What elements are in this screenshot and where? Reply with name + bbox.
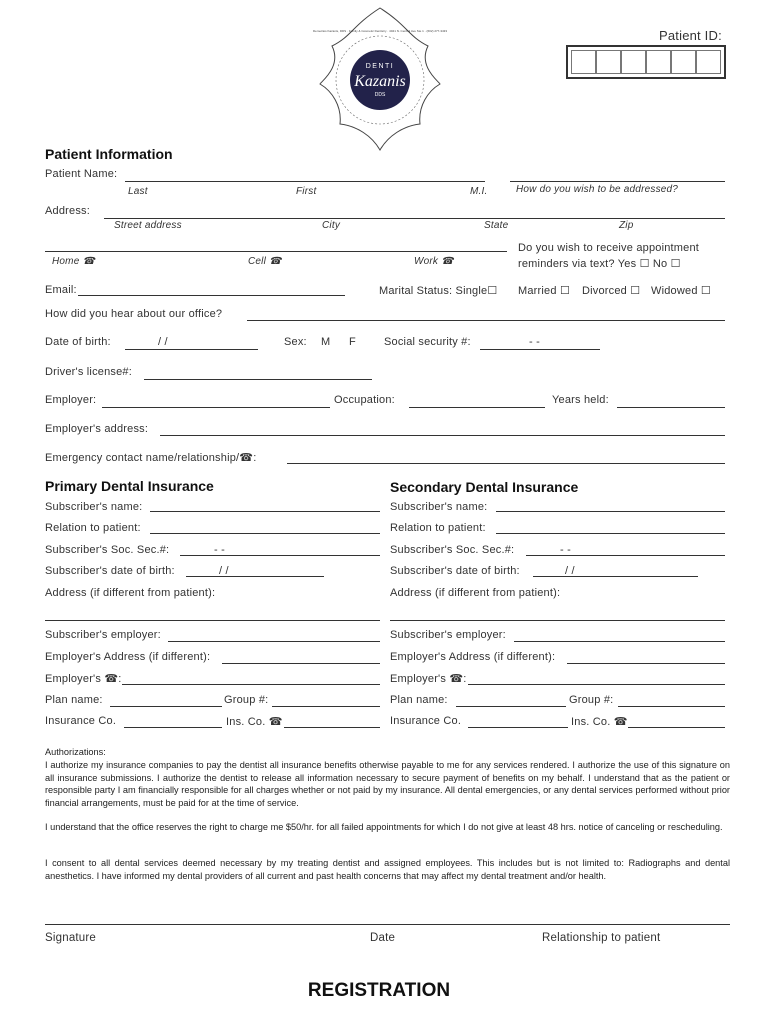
secondary-insurance-title: Secondary Dental Insurance: [390, 479, 579, 495]
secondary-insurance-co-label: Insurance Co.: [390, 715, 462, 727]
last-name-caption: Last: [128, 186, 148, 197]
primary-dob-field[interactable]: [186, 576, 324, 577]
primary-ssn-label: Subscriber's Soc. Sec.#:: [45, 544, 170, 556]
occupation-field[interactable]: [409, 407, 545, 408]
state-caption: State: [484, 220, 509, 231]
ssn-separators: - -: [529, 336, 540, 348]
authorizations-heading: Authorizations:: [45, 747, 106, 757]
primary-insurance-co-field[interactable]: [124, 727, 222, 728]
primary-dob-label: Subscriber's date of birth:: [45, 565, 175, 577]
dob-field[interactable]: [125, 349, 258, 350]
employer-label: Employer:: [45, 394, 97, 406]
marital-divorced[interactable]: Divorced ☐: [582, 285, 641, 297]
addressed-caption: How do you wish to be addressed?: [516, 184, 679, 195]
marital-married[interactable]: Married ☐: [518, 285, 571, 297]
logo-name: Kazanis: [354, 73, 406, 90]
sex-m-option[interactable]: M: [321, 336, 331, 348]
license-field[interactable]: [144, 379, 372, 380]
sex-label: Sex:: [284, 336, 307, 348]
secondary-employer-label: Subscriber's employer:: [390, 629, 506, 641]
secondary-employer-phone-field[interactable]: [468, 684, 725, 685]
secondary-subscriber-name-label: Subscriber's name:: [390, 501, 488, 513]
secondary-relation-field[interactable]: [496, 533, 725, 534]
ssn-label: Social security #:: [384, 336, 471, 348]
emergency-label: Emergency contact name/relationship/☎:: [45, 452, 257, 464]
hear-label: How did you hear about our office?: [45, 308, 223, 320]
secondary-ins-phone-label: Ins. Co. ☎: [571, 716, 628, 728]
occupation-label: Occupation:: [334, 394, 395, 406]
secondary-ssn-field[interactable]: [526, 555, 725, 556]
patient-name-field[interactable]: [125, 181, 485, 182]
secondary-dob-separators: / /: [565, 565, 575, 577]
years-field[interactable]: [617, 407, 725, 408]
employer-field[interactable]: [102, 407, 330, 408]
email-field[interactable]: [78, 295, 345, 296]
secondary-employer-field[interactable]: [514, 641, 725, 642]
primary-plan-label: Plan name:: [45, 694, 103, 706]
secondary-employer-address-field[interactable]: [567, 663, 725, 664]
zip-caption: Zip: [619, 220, 634, 231]
secondary-group-label: Group #:: [569, 694, 614, 706]
primary-employer-field[interactable]: [168, 641, 380, 642]
patient-name-label: Patient Name:: [45, 168, 118, 180]
marital-single[interactable]: Marital Status: Single☐: [379, 285, 498, 297]
secondary-group-field[interactable]: [618, 706, 725, 707]
primary-relation-label: Relation to patient:: [45, 522, 141, 534]
signature-caption: Signature: [45, 932, 97, 944]
signature-field[interactable]: [45, 924, 730, 925]
primary-relation-field[interactable]: [150, 533, 380, 534]
relationship-caption: Relationship to patient: [542, 932, 661, 944]
primary-ssn-field[interactable]: [180, 555, 380, 556]
cell-phone-caption: Cell ☎: [248, 256, 282, 267]
primary-insurance-title: Primary Dental Insurance: [45, 478, 214, 494]
dob-separators: / /: [158, 336, 168, 348]
primary-ins-phone-label: Ins. Co. ☎: [226, 716, 283, 728]
phone-field[interactable]: [45, 251, 507, 252]
logo-top: DENTI: [365, 63, 395, 70]
primary-employer-address-field[interactable]: [222, 663, 380, 664]
primary-ins-phone-field[interactable]: [284, 727, 380, 728]
years-label: Years held:: [552, 394, 609, 406]
marital-widowed[interactable]: Widowed ☐: [651, 285, 711, 297]
addressed-as-field[interactable]: [510, 181, 725, 182]
reminder-options[interactable]: reminders via text? Yes ☐ No ☐: [518, 258, 681, 270]
reminder-question: Do you wish to receive appointment: [518, 242, 700, 254]
primary-group-field[interactable]: [272, 706, 380, 707]
hear-field[interactable]: [247, 320, 725, 321]
email-label: Email:: [45, 284, 77, 296]
employer-address-label: Employer's address:: [45, 423, 149, 435]
secondary-insurance-co-field[interactable]: [468, 727, 568, 728]
primary-employer-phone-label: Employer's ☎:: [45, 673, 122, 685]
primary-address-field[interactable]: [45, 620, 380, 621]
first-name-caption: First: [296, 186, 317, 197]
mi-caption: M.I.: [470, 186, 488, 197]
authorization-paragraph-3: I consent to all dental services deemed necessary by my treating dentist and assigned employees. This includes but is not limited to: Radiographs and dental anesthetics. I have informed my dental providers of all current and past health concerns that may affect my dental treatment and/or health.: [45, 858, 730, 881]
primary-subscriber-name-field[interactable]: [150, 511, 380, 512]
secondary-address-label: Address (if different from patient):: [390, 587, 561, 599]
secondary-subscriber-name-field[interactable]: [496, 511, 725, 512]
street-caption: Street address: [114, 220, 182, 231]
authorization-paragraph-1: I authorize my insurance companies to pay the dentist all insurance benefits otherwise payable to me for any services rendered. I authorize the use of this signature on all insurance submissions. I authorize the dentist to release all information necessary to secure payment of benefits on my behalf. I understand that as the patient or responsible party I am financially responsible for all charges whether or not paid by my insurance. All dental emergencies, or any dental services performed without prior financial arrangements, must be paid for at the time of service.: [45, 760, 730, 808]
secondary-plan-label: Plan name:: [390, 694, 448, 706]
primary-ssn-separators: - -: [214, 544, 225, 556]
secondary-ssn-separators: - -: [560, 544, 571, 556]
registration-title: REGISTRATION: [307, 980, 451, 1001]
home-phone-caption: Home ☎: [52, 256, 96, 267]
secondary-dob-label: Subscriber's date of birth:: [390, 565, 520, 577]
city-caption: City: [322, 220, 341, 231]
emergency-field[interactable]: [287, 463, 725, 464]
primary-insurance-co-label: Insurance Co.: [45, 715, 117, 727]
secondary-employer-phone-label: Employer's ☎:: [390, 673, 467, 685]
secondary-relation-label: Relation to patient:: [390, 522, 486, 534]
logo-ring-text: Demetrios Kazanis, DDS · Family & Cosmetic Dentistry · 4041 N. Central Ave Ste 1 · (602) 277-3433: [313, 29, 447, 33]
employer-address-field[interactable]: [160, 435, 725, 436]
primary-address-label: Address (if different from patient):: [45, 587, 216, 599]
patient-id-label: Patient ID:: [659, 28, 722, 43]
address-label: Address:: [45, 205, 91, 217]
secondary-ins-phone-field[interactable]: [628, 727, 725, 728]
work-phone-caption: Work ☎: [414, 256, 454, 267]
primary-group-label: Group #:: [224, 694, 269, 706]
secondary-address-field[interactable]: [390, 620, 725, 621]
address-field[interactable]: [104, 218, 725, 219]
primary-subscriber-name-label: Subscriber's name:: [45, 501, 143, 513]
sex-f-option[interactable]: F: [349, 336, 356, 348]
primary-dob-separators: / /: [219, 565, 229, 577]
license-label: Driver's license#:: [45, 366, 133, 378]
logo-suffix: DDS: [374, 92, 386, 98]
patient-info-title: Patient Information: [45, 146, 173, 162]
secondary-plan-field[interactable]: [456, 706, 566, 707]
practice-logo: [312, 6, 448, 152]
secondary-employer-address-label: Employer's Address (if different):: [390, 651, 556, 663]
authorization-paragraph-2: I understand that the office reserves the right to charge me $50/hr. for all failed appointments for which I do not give at least 48 hrs. notice of canceling or rescheduling.: [45, 822, 723, 832]
primary-employer-label: Subscriber's employer:: [45, 629, 161, 641]
dob-label: Date of birth:: [45, 336, 111, 348]
primary-employer-phone-field[interactable]: [122, 684, 380, 685]
primary-employer-address-label: Employer's Address (if different):: [45, 651, 211, 663]
primary-plan-field[interactable]: [110, 706, 222, 707]
secondary-ssn-label: Subscriber's Soc. Sec.#:: [390, 544, 515, 556]
ssn-field[interactable]: [480, 349, 600, 350]
secondary-dob-field[interactable]: [533, 576, 698, 577]
date-caption: Date: [370, 932, 396, 944]
patient-id-input[interactable]: [566, 45, 726, 79]
